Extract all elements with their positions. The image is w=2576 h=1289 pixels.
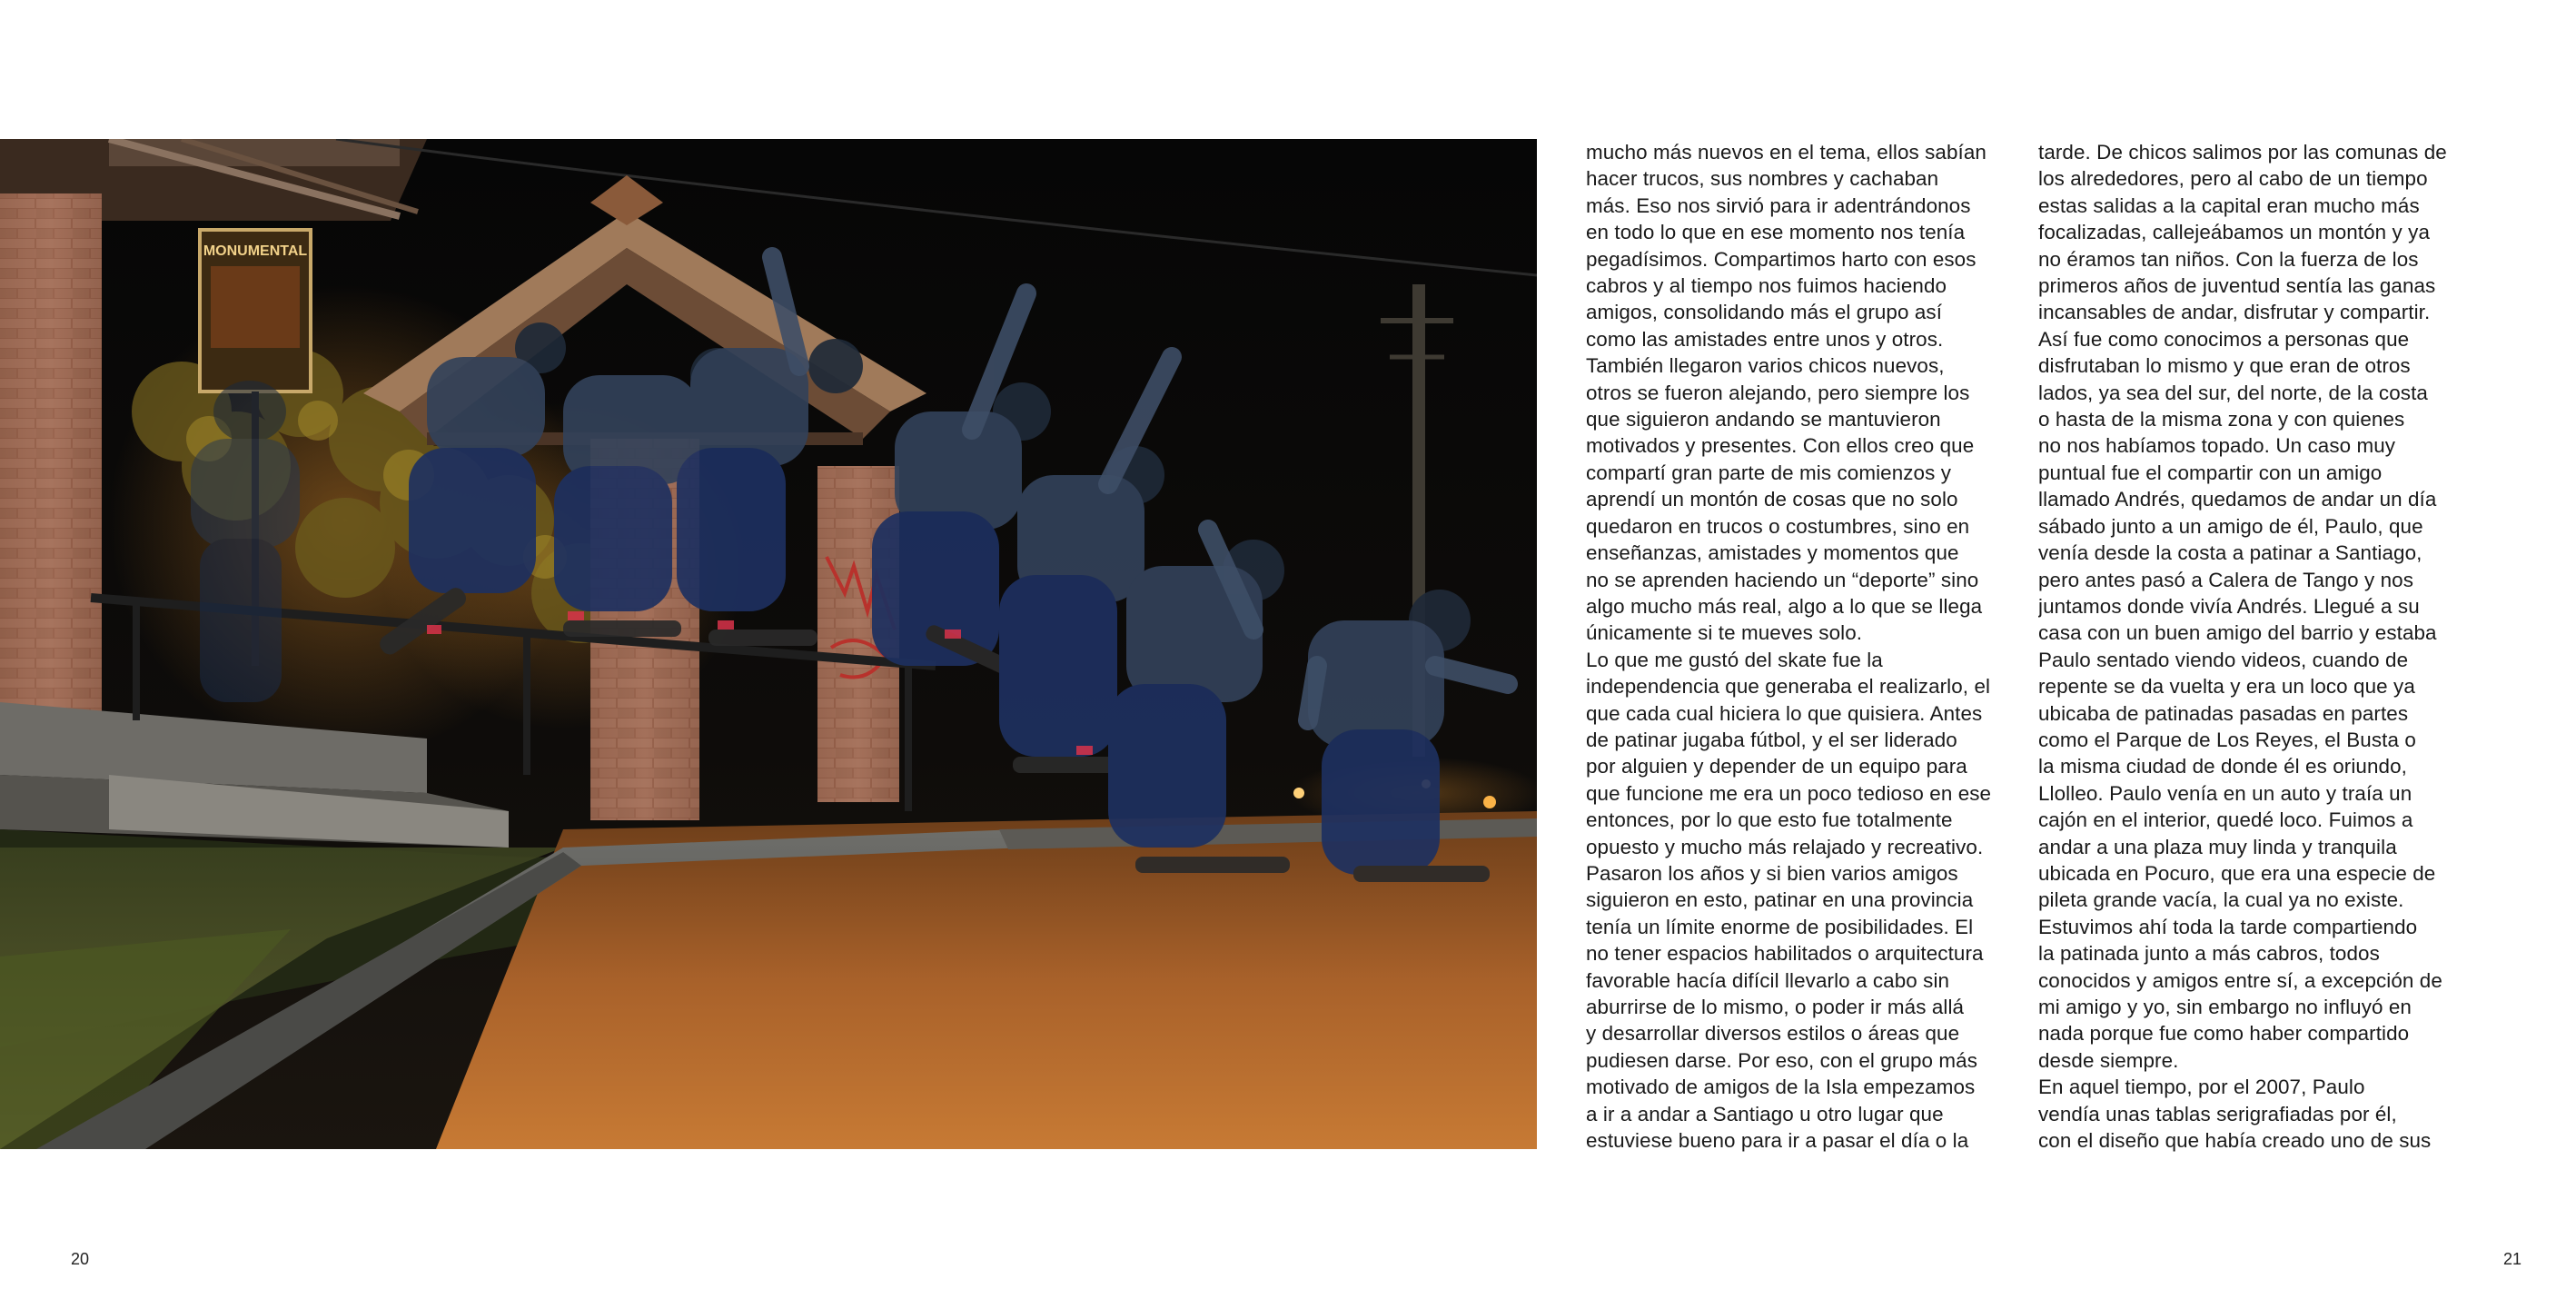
text-line: de patinar jugaba fútbol, y el ser liderado bbox=[1586, 728, 1957, 751]
text-line: Estuvimos ahí toda la tarde compartiendo bbox=[2038, 915, 2418, 938]
text-line: más. Eso nos sirvió para ir adentrándonos bbox=[1586, 193, 1971, 217]
text-line: aprendí un montón de cosas que no solo bbox=[1586, 488, 1958, 511]
page-number-right: 21 bbox=[2503, 1250, 2522, 1268]
text-line: pileta grande vacía, la cual ya no existe. bbox=[2038, 888, 2404, 912]
signboard-text: MONUMENTAL bbox=[203, 243, 308, 259]
text-line: o hasta de la misma zona y con quienes bbox=[2038, 408, 2405, 431]
text-line: ubicada en Pocuro, que era una especie de bbox=[2038, 861, 2436, 885]
text-line: independencia que generaba el realizarlo, el bbox=[1586, 675, 1991, 699]
text-line: Lo que me gustó del skate fue la bbox=[1586, 648, 1883, 671]
text-line: no tener espacios habilitados o arquitectura bbox=[1586, 942, 1984, 966]
text-line: como el Parque de Los Reyes, el Busta o bbox=[2038, 728, 2416, 751]
text-line: otros se fueron alejando, pero siempre los bbox=[1586, 381, 1970, 404]
text-line: favorable hacía difícil llevarlo a cabo sin bbox=[1586, 968, 1950, 992]
text-line: cabros y al tiempo nos fuimos haciendo bbox=[1586, 274, 1947, 298]
text-line: la misma ciudad de donde él es oriundo, bbox=[2038, 755, 2407, 778]
text-line: no éramos tan niños. Con la fuerza de los bbox=[2038, 247, 2419, 271]
text-line: y desarrollar diversos estilos o áreas que bbox=[1586, 1022, 1960, 1046]
text-line: tarde. De chicos salimos por las comunas de bbox=[2038, 141, 2447, 164]
text-line: estas salidas a la capital eran mucho más bbox=[2038, 193, 2420, 217]
text-line: por alguien y depender de un equipo para bbox=[1586, 755, 1967, 778]
text-line: algo mucho más real, algo a lo que se llega bbox=[1586, 594, 1983, 618]
text-line: tenía un límite enorme de posibilidades. El bbox=[1586, 915, 1974, 938]
text-line: pudiesen darse. Por eso, con el grupo más bbox=[1586, 1048, 1978, 1072]
text-line: entonces, por lo que esto fue totalmente bbox=[1586, 808, 1953, 832]
text-line: amigos, consolidando más el grupo así bbox=[1586, 301, 1943, 324]
text-line: que siguieron andando se mantuvieron bbox=[1586, 408, 1941, 431]
text-line: que funcione me era un poco tedioso en ese bbox=[1586, 781, 1992, 805]
text-line: aburrirse de lo mismo, o poder ir más allá bbox=[1586, 996, 1965, 1018]
text-line: incansables de andar, disfrutar y compartir. bbox=[2038, 301, 2431, 324]
text-line: compartí gran parte de mis comienzos y bbox=[1586, 461, 1952, 484]
text-line: cajón en el interior, quedé loco. Fuimos a bbox=[2038, 808, 2413, 832]
text-line: no se aprenden haciendo un “deporte” sino bbox=[1586, 568, 1979, 591]
text-line: andar a una plaza muy linda y tranquila bbox=[2038, 835, 2397, 858]
text-line: También llegaron varios chicos nuevos, bbox=[1586, 354, 1945, 378]
text-line: En aquel tiempo, por el 2007, Paulo bbox=[2038, 1076, 2365, 1099]
text-line: no nos habíamos topado. Un caso muy bbox=[2038, 434, 2396, 458]
text-line: estuviese bueno para ir a pasar el día o la bbox=[1586, 1129, 1969, 1153]
text-line: los alrededores, pero al cabo de un tiempo bbox=[2038, 167, 2428, 191]
text-line: mucho más nuevos en el tema, ellos sabían bbox=[1586, 141, 1986, 164]
text-line: llamado Andrés, quedamos de andar un día bbox=[2038, 488, 2437, 511]
text-line: lados, ya sea del sur, del norte, de la costa bbox=[2038, 381, 2428, 404]
text-line: la patinada junto a más cabros, todos bbox=[2038, 942, 2380, 966]
text-line: a ir a andar a Santiago u otro lugar que bbox=[1586, 1102, 1944, 1125]
text-line: en todo lo que en ese momento nos tenía bbox=[1586, 221, 1966, 244]
text-line: disfrutaban lo mismo y que eran de otros bbox=[2038, 354, 2411, 378]
text-line: Así fue como conocimos a personas que bbox=[2038, 327, 2410, 351]
text-line: opuesto y mucho más relajado y recreativo. bbox=[1586, 835, 1984, 858]
text-line: pero antes pasó a Calera de Tango y nos bbox=[2038, 568, 2414, 591]
text-line: motivados y presentes. Con ellos creo que bbox=[1586, 434, 1975, 458]
text-line: nada porque fue como haber compartido bbox=[2038, 1022, 2410, 1046]
text-line: únicamente si te mueves solo. bbox=[1586, 621, 1863, 645]
text-line: que cada cual hiciera lo que quisiera. Antes bbox=[1586, 701, 1983, 725]
text-line: motivado de amigos de la Isla empezamos bbox=[1586, 1076, 1976, 1099]
text-line: ubicaba de patinadas pasadas en partes bbox=[2038, 701, 2409, 725]
text-line: venía desde la costa a patinar a Santiago, bbox=[2038, 541, 2422, 565]
text-line: con el diseño que había creado uno de sus bbox=[2038, 1129, 2432, 1153]
page-number-left: 20 bbox=[71, 1250, 90, 1268]
text-line: primeros años de juventud sentía las ganas bbox=[2038, 274, 2436, 298]
text-line: vendía unas tablas serigrafiadas por él, bbox=[2038, 1102, 2397, 1125]
text-line: siguieron en esto, patinar en una provincia bbox=[1586, 888, 1974, 912]
skateboard-sequence-photo bbox=[0, 139, 1537, 1149]
text-line: mi amigo y yo, sin embargo no influyó en bbox=[2038, 996, 2412, 1018]
text-line: casa con un buen amigo del barrio y estaba bbox=[2038, 621, 2437, 645]
text-line: repente se da vuelta y era un loco que ya bbox=[2038, 675, 2415, 699]
text-line: quedaron en trucos o costumbres, sino en bbox=[1586, 514, 1970, 538]
text-line: conocidos y amigos entre sí, a excepción de bbox=[2038, 968, 2442, 992]
text-line: enseñanzas, amistades y momentos que bbox=[1586, 541, 1959, 565]
text-line: sábado junto a un amigo de él, Paulo, que bbox=[2038, 514, 2423, 538]
text-column-1 bbox=[1586, 139, 2013, 1156]
text-line: pegadísimos. Compartimos harto con esos bbox=[1586, 247, 1977, 271]
text-line: desde siempre. bbox=[2038, 1048, 2179, 1072]
text-line: Pasaron los años y si bien varios amigos bbox=[1586, 861, 1958, 885]
text-line: juntamos donde vivía Andrés. Llegué a su bbox=[2038, 594, 2420, 618]
text-line: hacer trucos, sus nombres y cachaban bbox=[1586, 167, 1939, 191]
text-line: focalizadas, callejeábamos un montón y ya bbox=[2038, 221, 2431, 244]
text-line: Paulo sentado viendo videos, cuando de bbox=[2038, 648, 2409, 671]
text-line: como las amistades entre unos y otros. bbox=[1586, 327, 1944, 351]
text-line: puntual fue el compartir con un amigo bbox=[2038, 461, 2383, 484]
photo-illustration bbox=[0, 139, 1537, 1149]
text-column-2 bbox=[2038, 139, 2465, 1156]
text-line: Llolleo. Paulo venía en un auto y traía un bbox=[2038, 781, 2413, 805]
